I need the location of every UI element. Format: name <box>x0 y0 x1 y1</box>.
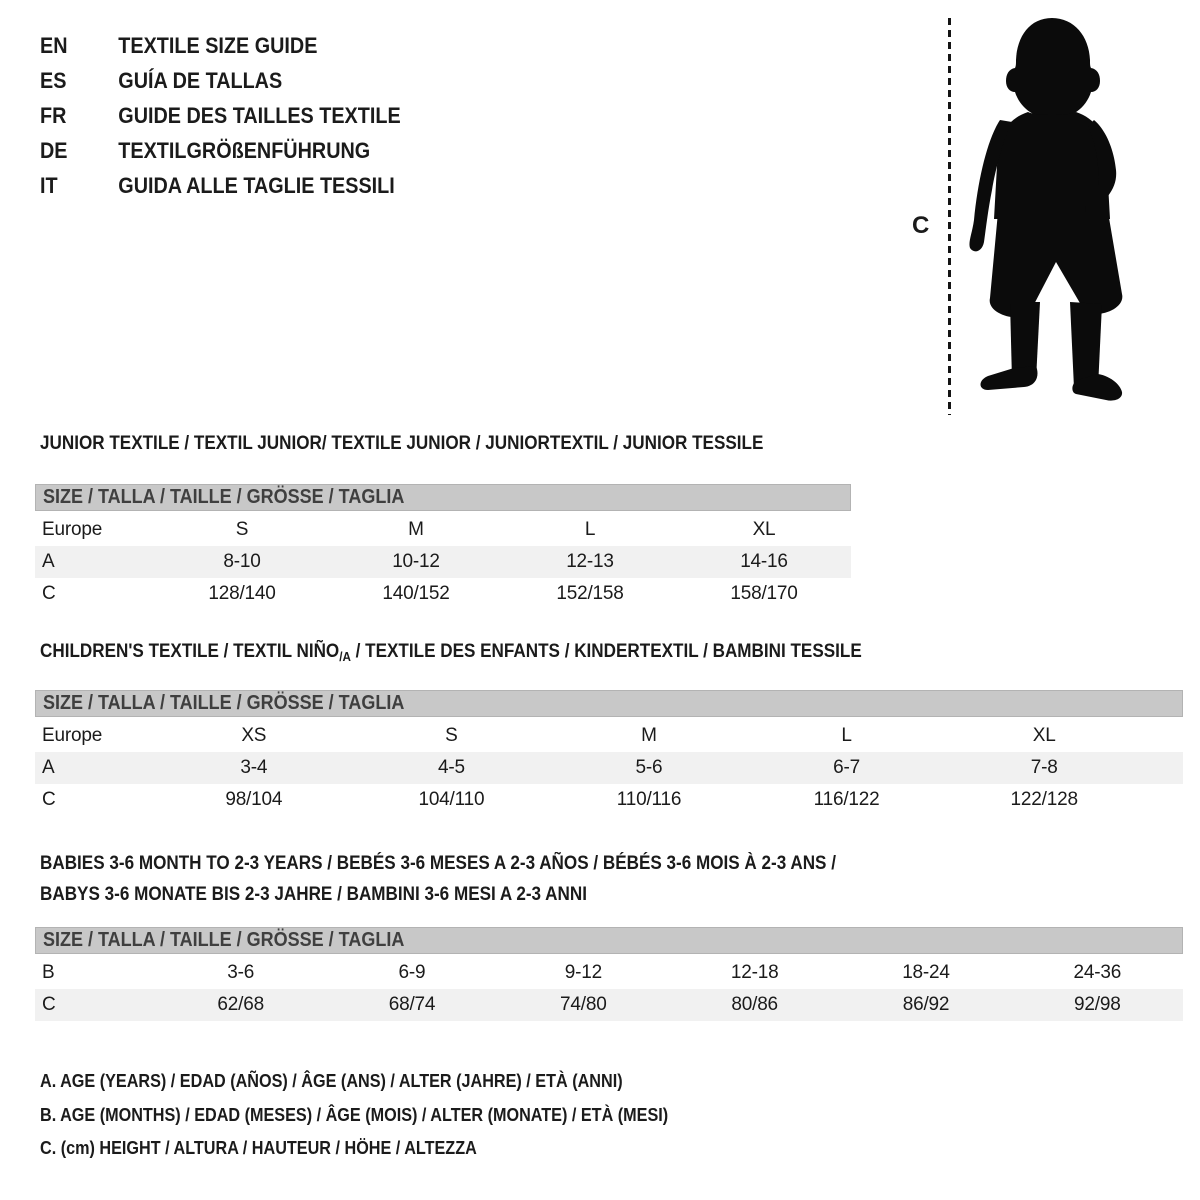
language-row <box>40 28 401 63</box>
column-header: M <box>641 725 657 746</box>
guide-title: GUIDA ALLE TAGLIE TESSILI <box>118 172 395 198</box>
table-cell: 14-16 <box>740 551 788 572</box>
language-code: IT <box>40 172 58 198</box>
language-row <box>40 63 401 98</box>
guide-title: TEXTILE SIZE GUIDE <box>118 32 318 58</box>
row-label: A <box>42 551 55 572</box>
table-cell: 10-12 <box>392 551 440 572</box>
guide-title: GUÍA DE TALLAS <box>118 67 283 93</box>
height-measure-label: C <box>912 212 930 239</box>
height-measure-dashed-line <box>948 18 951 415</box>
table-cell: 24-36 <box>1073 962 1122 983</box>
row-label: C <box>42 583 56 604</box>
table-row <box>35 752 1183 784</box>
row-label: A <box>42 757 55 778</box>
table-cell: 5-6 <box>635 757 663 778</box>
column-header: S <box>445 725 458 746</box>
size-header-label: SIZE / TALLA / TAILLE / GRÖSSE / TAGLIA <box>43 692 405 714</box>
row-label: C <box>42 789 56 810</box>
children-size-table <box>35 690 1183 816</box>
column-header: S <box>235 519 249 540</box>
babies-size-header-bar <box>35 927 1183 954</box>
babies-size-table <box>35 927 1183 1021</box>
language-row <box>40 133 401 168</box>
table-cell: 152/158 <box>556 583 624 604</box>
junior-section-title <box>40 433 844 455</box>
column-header: L <box>841 725 852 746</box>
footnote-a <box>40 1071 687 1092</box>
children-section-title <box>40 641 953 664</box>
table-cell: 62/68 <box>217 994 264 1015</box>
footnote-b-text: B. AGE (MONTHS) / EDAD (MESES) / ÂGE (MOIS) / ALTER (MONATE) / ETÀ (MESI) <box>40 1105 669 1125</box>
table-cell: 86/92 <box>902 994 950 1015</box>
language-code: FR <box>40 102 67 128</box>
language-code: ES <box>40 67 67 93</box>
footnote-c <box>40 1138 525 1159</box>
language-title-block <box>40 28 441 203</box>
language-row <box>40 98 401 133</box>
column-header: XL <box>1032 725 1056 746</box>
column-header: XS <box>241 725 267 746</box>
junior-size-header-bar <box>35 484 851 511</box>
children-title-pre: CHILDREN'S TEXTILE / TEXTIL NIÑO <box>40 641 340 662</box>
row-label: Europe <box>42 725 103 746</box>
row-label: Europe <box>42 519 103 540</box>
children-title-post: / TEXTILE DES ENFANTS / KINDERTEXTIL / BAMBINI TESSILE <box>350 641 862 662</box>
children-title-sub: /A <box>339 649 351 664</box>
guide-title: GUIDE DES TAILLES TEXTILE <box>118 102 401 128</box>
table-row <box>35 957 1183 989</box>
table-cell: 6-7 <box>833 757 861 778</box>
table-cell: 68/74 <box>388 994 436 1015</box>
guide-title: TEXTILGRÖßENFÜHRUNG <box>118 137 371 163</box>
language-code: DE <box>40 137 68 163</box>
size-header-label: SIZE / TALLA / TAILLE / GRÖSSE / TAGLIA <box>43 486 405 508</box>
footnote-a-text: A. AGE (YEARS) / EDAD (AÑOS) / ÂGE (ANS) / ALTER (JAHRE) / ETÀ (ANNI) <box>40 1071 623 1091</box>
row-label: B <box>42 962 55 983</box>
table-cell: 92/98 <box>1074 994 1121 1015</box>
table-cell: 116/122 <box>813 789 880 810</box>
footnote-b <box>40 1105 738 1126</box>
table-cell: 3-4 <box>240 757 268 778</box>
table-row-columns <box>35 720 1183 752</box>
table-row-columns <box>35 514 851 546</box>
table-cell: 158/170 <box>730 583 798 604</box>
row-label: C <box>42 994 56 1015</box>
table-cell: 80/86 <box>731 994 778 1015</box>
table-row <box>35 578 851 610</box>
table-cell: 7-8 <box>1030 757 1058 778</box>
table-row <box>35 989 1183 1021</box>
table-row <box>35 546 851 578</box>
table-cell: 12-13 <box>566 551 614 572</box>
children-size-header-bar <box>35 690 1183 717</box>
table-cell: 9-12 <box>564 962 602 983</box>
table-cell: 18-24 <box>902 962 950 983</box>
toddler-silhouette-icon <box>962 14 1144 418</box>
junior-size-table <box>35 484 851 610</box>
language-row <box>40 168 401 203</box>
table-cell: 6-9 <box>398 962 426 983</box>
babies-title-line1: BABIES 3-6 MONTH TO 2-3 YEARS / BEBÉS 3-6 MESES A 2-3 AÑOS / BÉBÉS 3-6 MOIS À 2-3 ANS / <box>40 853 836 874</box>
table-cell: 104/110 <box>418 789 485 810</box>
table-cell: 98/104 <box>225 789 283 810</box>
babies-title-line2: BABYS 3-6 MONATE BIS 2-3 JAHRE / BAMBINI 3-6 MESI A 2-3 ANNI <box>40 884 587 905</box>
table-row <box>35 784 1183 816</box>
children-section-title-text <box>40 641 862 664</box>
table-cell: 3-6 <box>227 962 255 983</box>
table-cell: 128/140 <box>208 583 276 604</box>
table-cell: 12-18 <box>730 962 779 983</box>
table-cell: 8-10 <box>223 551 261 572</box>
junior-section-title-text: JUNIOR TEXTILE / TEXTIL JUNIOR/ TEXTILE JUNIOR / JUNIORTEXTIL / JUNIOR TESSILE <box>40 433 764 454</box>
table-cell: 110/116 <box>616 789 682 810</box>
babies-section-title <box>40 848 924 910</box>
table-cell: 4-5 <box>437 757 465 778</box>
footnote-c-text: C. (cm) HEIGHT / ALTURA / HAUTEUR / HÖHE / ALTEZZA <box>40 1138 477 1158</box>
table-cell: 122/128 <box>1010 789 1078 810</box>
language-code: EN <box>40 32 68 58</box>
size-header-label: SIZE / TALLA / TAILLE / GRÖSSE / TAGLIA <box>43 929 405 951</box>
table-cell: 74/80 <box>560 994 607 1015</box>
column-header: M <box>408 519 424 540</box>
column-header: L <box>584 519 596 540</box>
table-cell: 140/152 <box>382 583 450 604</box>
column-header: XL <box>752 519 776 540</box>
